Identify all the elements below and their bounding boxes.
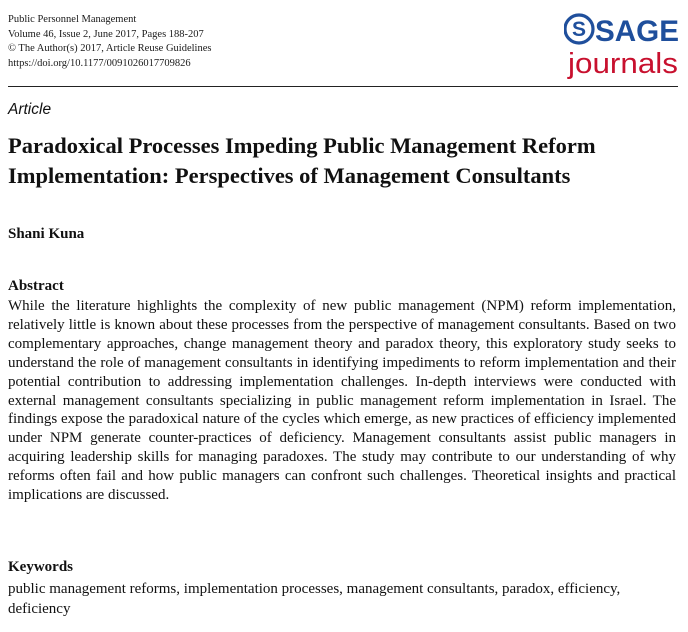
journal-info	[8, 13, 211, 71]
abstract-text: While the literature highlights the complexity of new public management (NPM) reform implementation, relatively little is known about these processes from the perspective of management consultants. Based on two complementary approaches, change management theory and paradox theory, this exploratory study seeks to understand the role of management consultants in identifying impediments to reform implementation and their potential contribution to addressing implementation challenges. In-depth interviews were conducted with external management consultants specializing in public management reform implementation in Israel. The findings expose the paradoxical nature of the cycles which emerge, as new practices of efficiency implemented under NPM generate counter-practices of deficiency. Management consultants assist public managers in acquiring leadership skills for managing paradoxes. The study may contribute to our understanding of why reforms often fail and how public managers can confront such challenges. Theoretical insights and practical implications are discussed.	[8, 298, 676, 504]
header-divider	[8, 86, 678, 87]
keywords-heading: Keywords	[8, 559, 73, 575]
abstract-heading: Abstract	[8, 278, 64, 294]
author-name: Shani Kuna	[8, 226, 85, 242]
logo-journals-text: journals	[566, 48, 678, 80]
article-title: Paradoxical Processes Impeding Public Management Reform Implementation: Perspectives of Management Consultants	[8, 133, 596, 188]
journal-rights: © The Author(s) 2017, Article Reuse Guidelines	[8, 43, 212, 54]
sage-journals-logo-graphic	[564, 10, 682, 80]
sage-s-glyph: S	[571, 18, 587, 41]
sage-journals-logo	[564, 10, 682, 80]
keywords-text: public management reforms, implementation processes, management consultants, paradox, efficiency, deficiency	[8, 581, 621, 617]
logo-sage-text: SAGE	[595, 15, 679, 48]
journal-volume: Volume 46, Issue 2, June 2017, Pages 188-207	[8, 28, 204, 40]
article-type: Article	[8, 101, 52, 118]
journal-doi[interactable]: https://doi.org/10.1177/0091026017709826	[8, 57, 191, 69]
journal-name: Public Personnel Management	[8, 14, 137, 25]
